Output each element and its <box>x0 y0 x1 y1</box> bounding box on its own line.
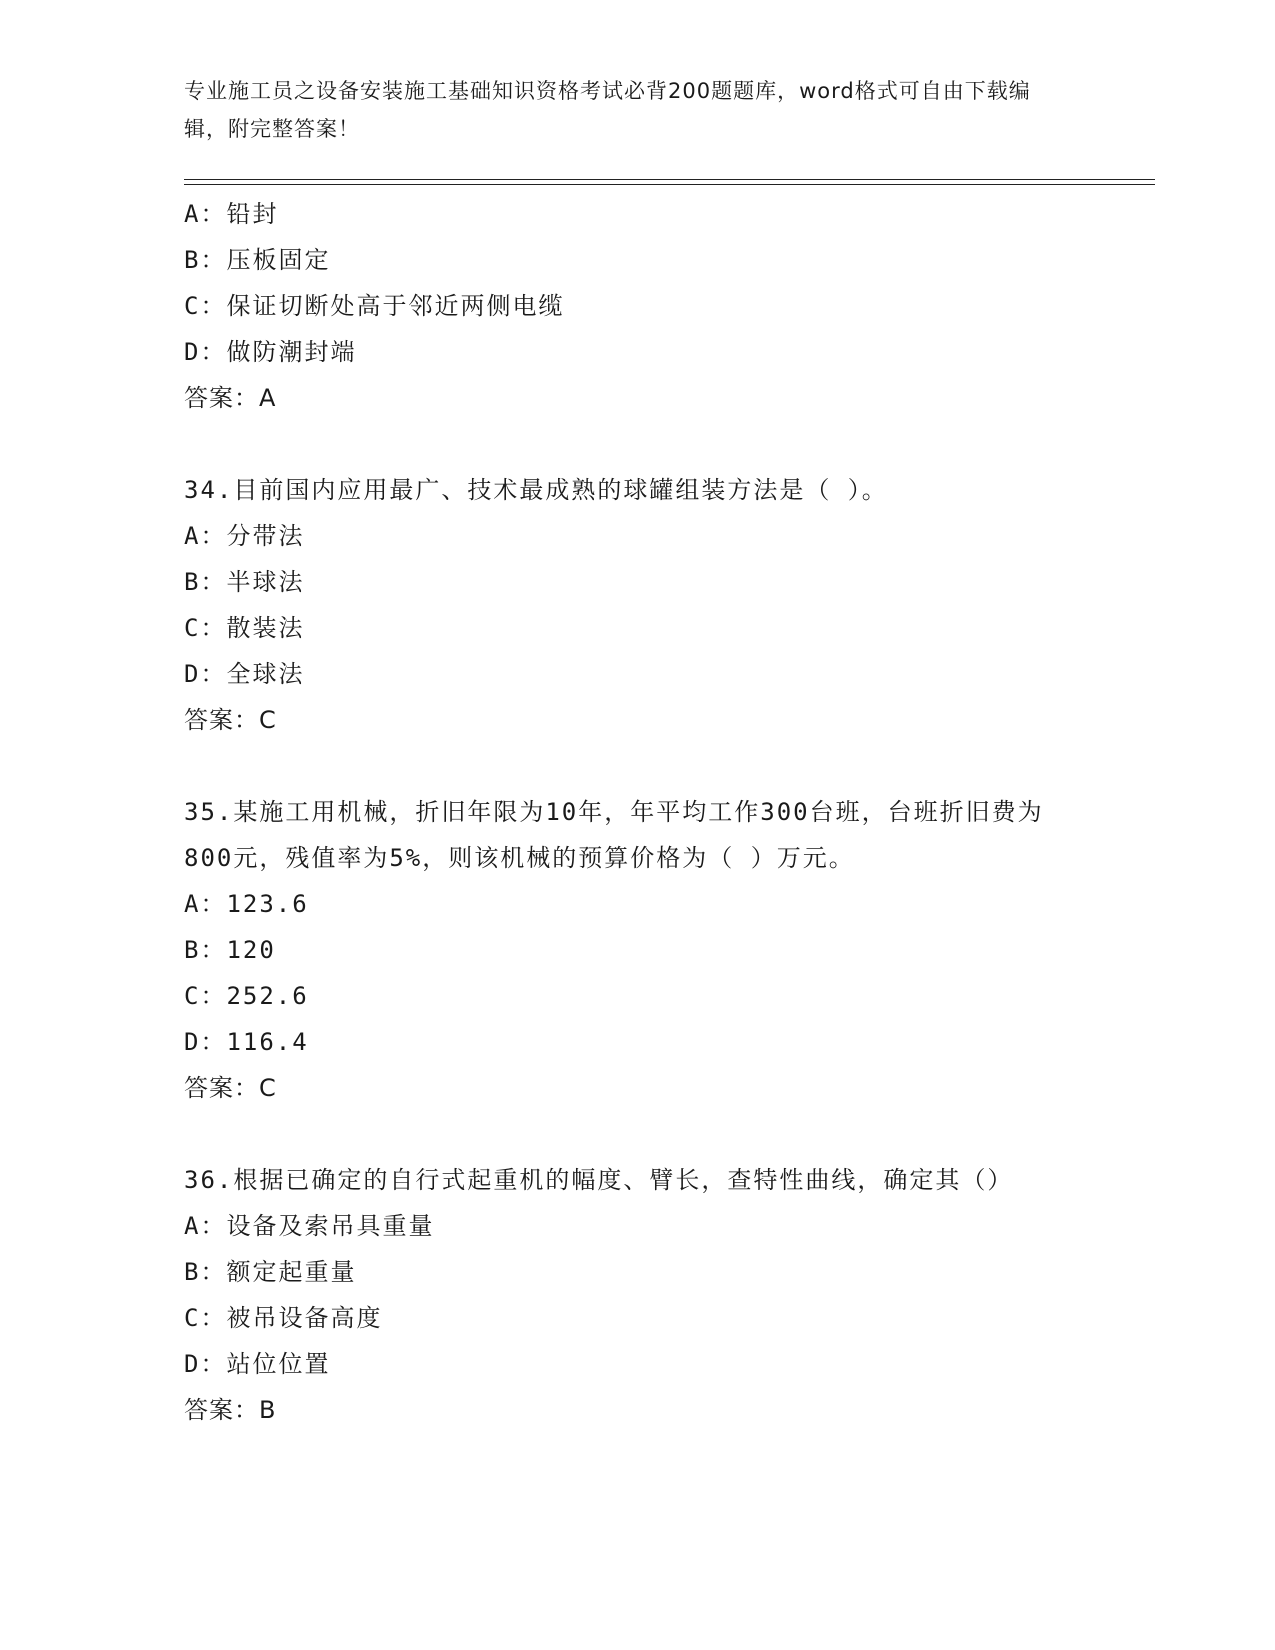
question-block-34 <box>184 467 1084 743</box>
header-rule-bottom <box>184 184 1155 185</box>
option-a: A：设备及索吊具重量 <box>184 1212 435 1240</box>
document-header: 专业施工员之设备安装施工基础知识资格考试必背200题题库，word格式可自由下载编辑，附完整答案！ <box>184 79 1031 141</box>
answer-line: 答案：C <box>184 706 277 734</box>
question-stem: 34.目前国内应用最广、技术最成熟的球罐组装方法是（ ）。 <box>184 476 888 504</box>
question-list <box>184 191 1084 1433</box>
question-block-33 <box>184 191 1084 421</box>
option-c: C：252.6 <box>184 982 309 1010</box>
option-b: B：压板固定 <box>184 246 331 274</box>
question-block-36 <box>184 1157 1084 1433</box>
answer-line: 答案：B <box>184 1396 277 1424</box>
option-a: A：123.6 <box>184 890 309 918</box>
option-d: D：做防潮封端 <box>184 338 357 366</box>
answer-line: 答案：C <box>184 1074 277 1102</box>
option-b: B：120 <box>184 936 276 964</box>
option-d: D：116.4 <box>184 1028 309 1056</box>
option-a: A：铅封 <box>184 200 279 228</box>
option-d: D：站位位置 <box>184 1350 331 1378</box>
option-c: C：散装法 <box>184 614 305 642</box>
header-rule-top <box>184 179 1155 180</box>
option-c: C：保证切断处高于邻近两侧电缆 <box>184 292 565 320</box>
question-stem: 36.根据已确定的自行式起重机的幅度、臂长，查特性曲线，确定其（） <box>184 1166 1014 1194</box>
answer-line: 答案：A <box>184 384 277 412</box>
option-b: B：额定起重量 <box>184 1258 357 1286</box>
option-c: C：被吊设备高度 <box>184 1304 383 1332</box>
question-block-35 <box>184 789 1084 1111</box>
question-stem: 35.某施工用机械，折旧年限为10年，年平均工作300台班，台班折旧费为800元，残值率为5%，则该机械的预算价格为（ ）万元。 <box>184 798 1044 872</box>
option-b: B：半球法 <box>184 568 305 596</box>
option-d: D：全球法 <box>184 660 305 688</box>
option-a: A：分带法 <box>184 522 305 550</box>
